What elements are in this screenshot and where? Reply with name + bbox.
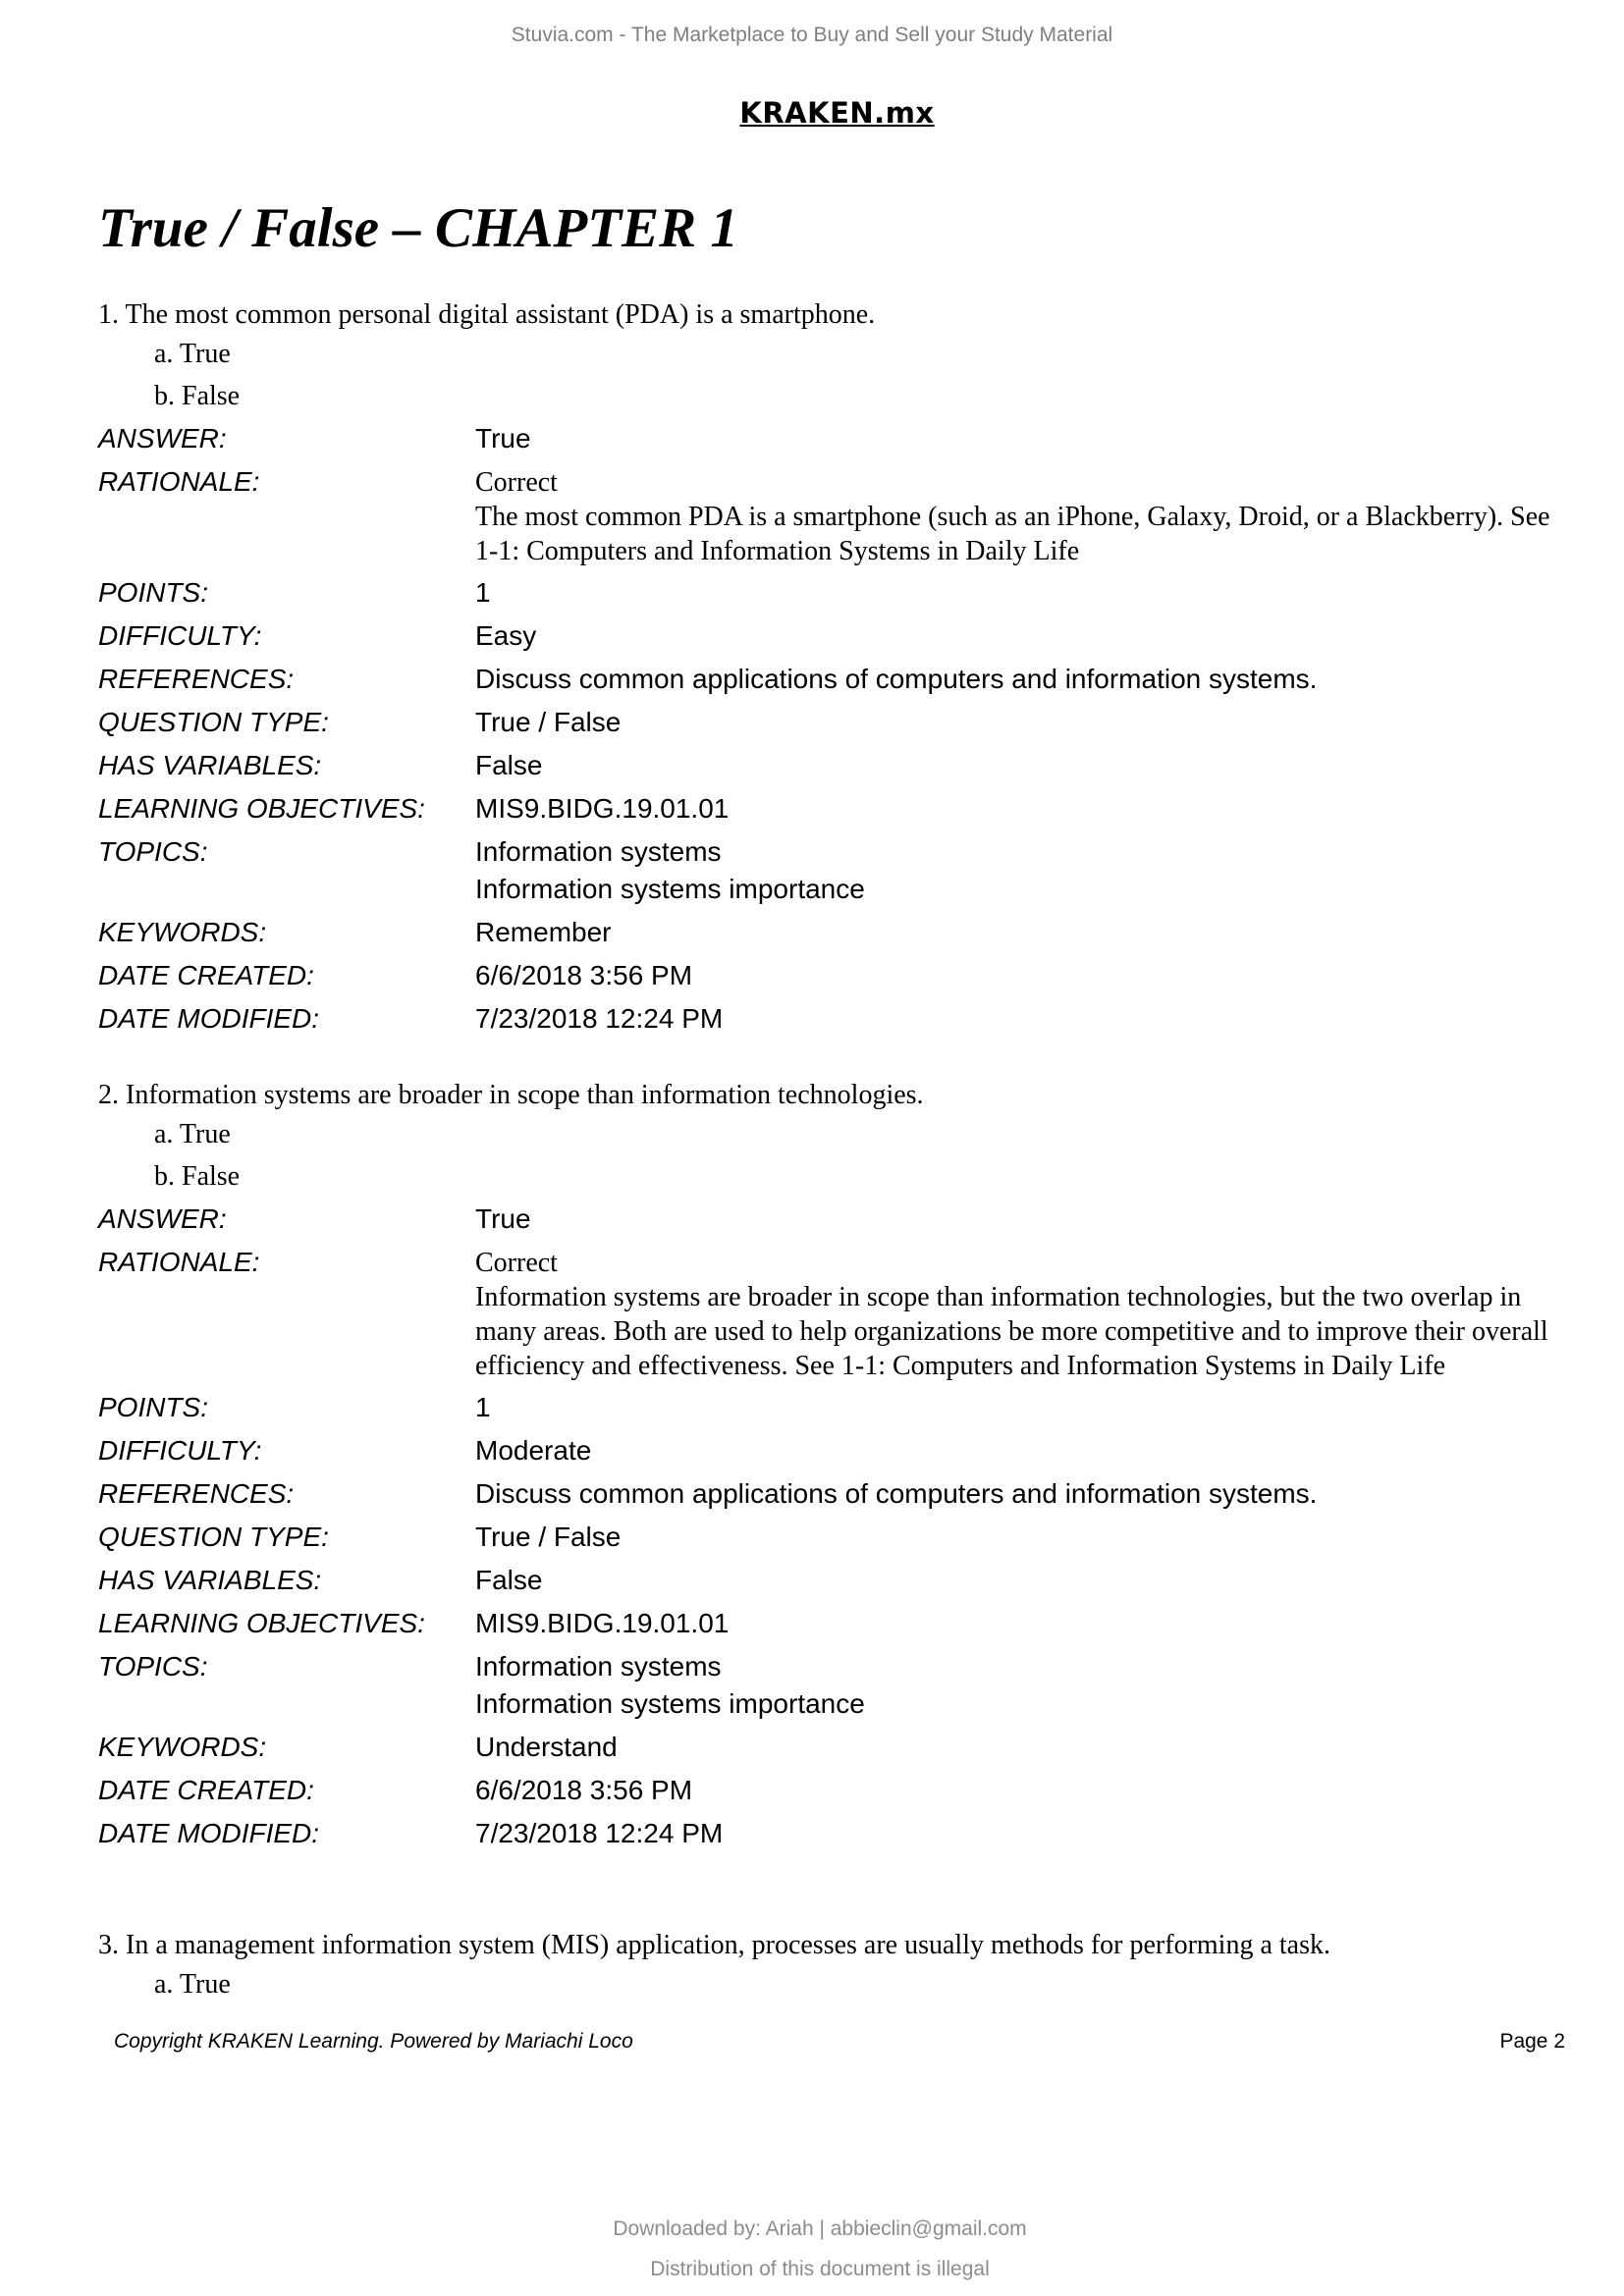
date-created-row	[98, 957, 1551, 994]
references-value: Discuss common applications of computers and information systems.	[475, 664, 1318, 694]
points-label: POINTS:	[98, 577, 209, 608]
references-label: REFERENCES:	[98, 664, 295, 694]
has-variables-row	[98, 1562, 1551, 1599]
rationale-label: RATIONALE:	[98, 1247, 260, 1277]
topic-item: Information systems importance	[475, 1688, 865, 1719]
points-label: POINTS:	[98, 1392, 209, 1422]
keywords-value: Remember	[475, 917, 612, 947]
learning-objectives-value: MIS9.BIDG.19.01.01	[475, 793, 730, 824]
question-3	[98, 1927, 1551, 2008]
answer-row	[98, 420, 1551, 457]
has-variables-label: HAS VARIABLES:	[98, 750, 322, 780]
question-type-row	[98, 704, 1551, 741]
question-stem: 2. Information systems are broader in scope than information technologies.	[98, 1080, 924, 1110]
distribution-notice: Distribution of this document is illegal	[650, 2258, 990, 2280]
footer-copyright: Copyright KRAKEN Learning. Powered by Mariachi Loco	[114, 2030, 633, 2053]
chapter-title: True / False – CHAPTER 1	[98, 197, 738, 259]
topics-label: TOPICS:	[98, 836, 208, 867]
topic-item: Information systems importance	[475, 874, 865, 904]
option-b: b. False	[154, 381, 241, 411]
option-a: a. True	[154, 1969, 231, 2000]
question-type-value: True / False	[475, 707, 622, 737]
answer-label: ANSWER:	[98, 1203, 227, 1234]
date-modified-row	[98, 1000, 1551, 1038]
option-b: b. False	[154, 1161, 241, 1192]
difficulty-row	[98, 1432, 1551, 1469]
date-created-label: DATE CREATED:	[98, 960, 314, 990]
difficulty-value: Easy	[475, 620, 537, 651]
download-notice: Downloaded by: Ariah | abbieclin@gmail.com	[613, 2217, 1027, 2240]
points-value: 1	[475, 577, 491, 608]
learning-objectives-value: MIS9.BIDG.19.01.01	[475, 1608, 730, 1638]
has-variables-value: False	[475, 1565, 543, 1595]
topics-row	[98, 1648, 1551, 1723]
difficulty-row	[98, 617, 1551, 655]
date-created-label: DATE CREATED:	[98, 1775, 314, 1805]
difficulty-value: Moderate	[475, 1435, 592, 1466]
rationale-head: Correct	[475, 1248, 558, 1278]
rationale-value	[475, 463, 1551, 568]
keywords-label: KEYWORDS:	[98, 917, 267, 947]
topics-value	[475, 833, 1551, 908]
stuvia-banner: Stuvia.com - The Marketplace to Buy and Sell your Study Material	[511, 24, 1113, 46]
keywords-row	[98, 914, 1551, 951]
learning-objectives-row	[98, 790, 1551, 828]
difficulty-label: DIFFICULTY:	[98, 620, 262, 651]
date-modified-value: 7/23/2018 12:24 PM	[475, 1818, 724, 1848]
question-stem: 1. The most common personal digital assistant (PDA) is a smartphone.	[98, 299, 876, 330]
question-1	[98, 296, 1551, 1038]
rationale-row	[98, 463, 1551, 568]
question-type-label: QUESTION TYPE:	[98, 1522, 329, 1552]
points-row	[98, 1389, 1551, 1426]
question-type-label: QUESTION TYPE:	[98, 707, 329, 737]
rationale-body: Information systems are broader in scope than information technologies, but the two overlap in many areas. Both are used to help organizations be more competitive and to improve their overall efficiency and effectiveness. See 1-1: Computers and Information Systems in Daily Life	[475, 1282, 1548, 1381]
difficulty-label: DIFFICULTY:	[98, 1435, 262, 1466]
question-stem: 3. In a management information system (MIS) application, processes are usually methods for performing a task.	[98, 1930, 1330, 1960]
topic-item: Information systems	[475, 1651, 722, 1682]
rationale-head: Correct	[475, 467, 558, 498]
question-type-value: True / False	[475, 1522, 622, 1552]
date-created-row	[98, 1772, 1551, 1809]
learning-objectives-label: LEARNING OBJECTIVES:	[98, 1608, 425, 1638]
keywords-row	[98, 1729, 1551, 1766]
references-value: Discuss common applications of computers and information systems.	[475, 1478, 1318, 1509]
keywords-value: Understand	[475, 1732, 618, 1762]
has-variables-label: HAS VARIABLES:	[98, 1565, 322, 1595]
learning-objectives-row	[98, 1605, 1551, 1642]
option-a: a. True	[154, 339, 231, 369]
date-created-value: 6/6/2018 3:56 PM	[475, 960, 693, 990]
date-created-value: 6/6/2018 3:56 PM	[475, 1775, 693, 1805]
has-variables-row	[98, 747, 1551, 784]
topics-row	[98, 833, 1551, 908]
date-modified-row	[98, 1815, 1551, 1852]
answer-label: ANSWER:	[98, 423, 227, 454]
references-label: REFERENCES:	[98, 1478, 295, 1509]
question-type-row	[98, 1519, 1551, 1556]
keywords-label: KEYWORDS:	[98, 1732, 267, 1762]
date-modified-value: 7/23/2018 12:24 PM	[475, 1003, 724, 1034]
answer-value: True	[475, 1203, 531, 1234]
date-modified-label: DATE MODIFIED:	[98, 1818, 320, 1848]
references-row	[98, 1475, 1551, 1513]
question-2	[98, 1077, 1551, 1852]
has-variables-value: False	[475, 750, 543, 780]
points-row	[98, 574, 1551, 612]
references-row	[98, 661, 1551, 698]
topics-label: TOPICS:	[98, 1651, 208, 1682]
rationale-row	[98, 1244, 1551, 1383]
option-a: a. True	[154, 1119, 231, 1149]
answer-value: True	[475, 423, 531, 454]
learning-objectives-label: LEARNING OBJECTIVES:	[98, 793, 425, 824]
rationale-value	[475, 1244, 1551, 1383]
answer-row	[98, 1201, 1551, 1238]
page-number: Page 2	[1499, 2030, 1565, 2053]
rationale-body: The most common PDA is a smartphone (such as an iPhone, Galaxy, Droid, or a Blackberry). See 1-1: Computers and Information Systems in Daily Life	[475, 502, 1550, 566]
date-modified-label: DATE MODIFIED:	[98, 1003, 320, 1034]
topics-value	[475, 1648, 1551, 1723]
points-value: 1	[475, 1392, 491, 1422]
brand-header: KRAKEN.mx	[739, 96, 935, 130]
topic-item: Information systems	[475, 836, 722, 867]
rationale-label: RATIONALE:	[98, 466, 260, 497]
